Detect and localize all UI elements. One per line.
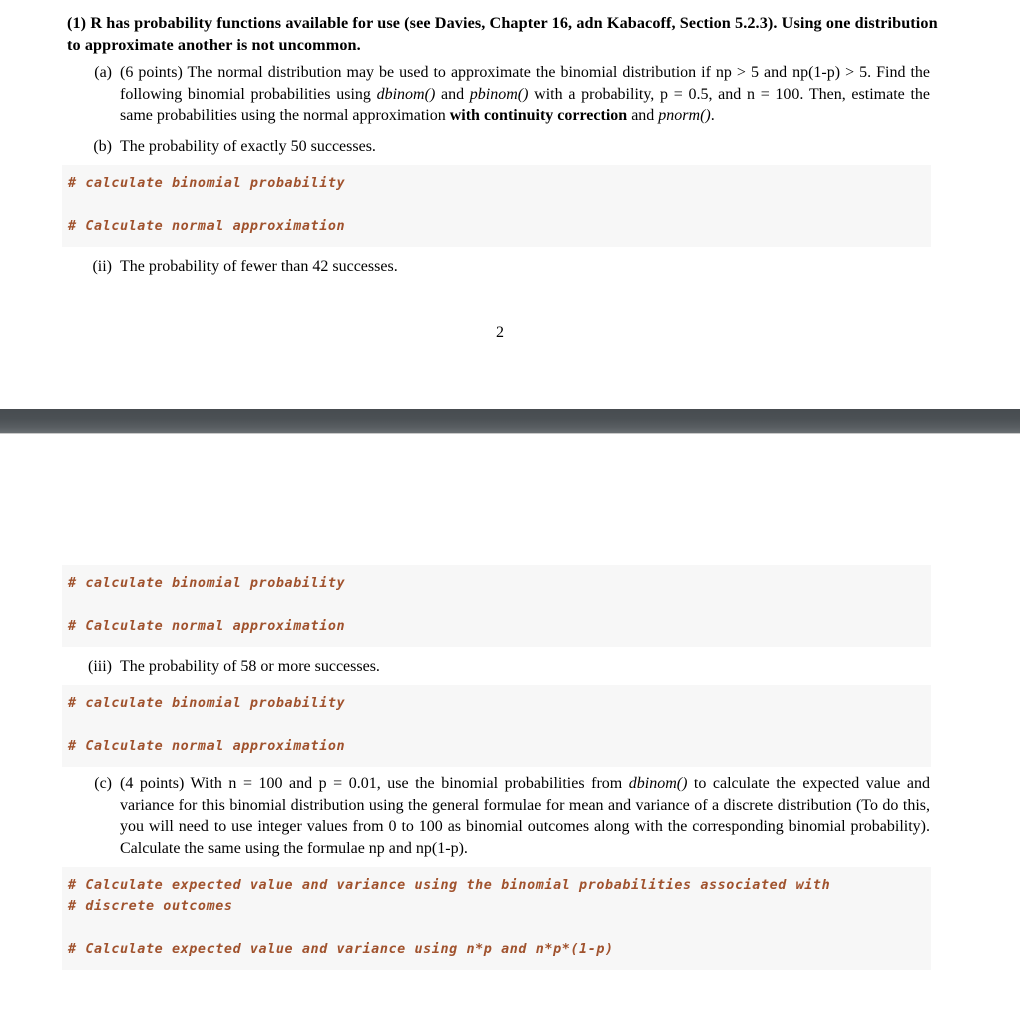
list-item-c — [0, 767, 1020, 859]
page-number-label: 2 — [496, 323, 504, 341]
list-item-iii-content: The probability of 58 or more successes. — [120, 657, 380, 675]
list-marker-iii: (iii) — [88, 657, 112, 675]
list-item-a-content — [120, 62, 930, 127]
emphasis-continuity-correction: with continuity correction — [449, 107, 628, 124]
code-comment-line: # Calculate expected value and variance using the binomial probabilities associated with — [68, 878, 831, 893]
list-marker-b: (b) — [93, 137, 112, 155]
text-fragment: (4 points) With n = 100 and p = 0.01, use the binomial probabilities from — [120, 775, 629, 792]
text-fragment: . — [710, 107, 715, 124]
code-comment-line: # discrete outcomes — [68, 899, 233, 914]
text-fragment: (6 points) The normal distribution may be used to approximate the binomial distribution if np > 5 and np(1-p) > 5. Find the following binomial probabilities using — [120, 64, 930, 103]
code-chunk-p2-1 — [62, 565, 931, 647]
code-comment-line: # Calculate expected value and variance using n*p and n*p*(1-p) — [68, 942, 614, 957]
code-chunk-p2-2 — [62, 685, 931, 767]
code-chunk-p2-3 — [62, 867, 931, 970]
document-page-1 — [0, 0, 1020, 342]
code-comment-line: # calculate binomial probability — [68, 696, 346, 711]
list-item-b — [0, 127, 1020, 158]
list-marker-a: (a) — [94, 64, 112, 81]
document-page-2 — [0, 434, 1020, 971]
text-fragment: to calculate the expected value and variance for this binomial distribution using the general formulae for mean and variance of a discrete distribution (To do this, you will need to use integer values from 0 to 100 as binomial outcomes along with the corresponding binomial probability). Calculate the same using the formulae np and np(1-p). — [120, 775, 931, 857]
code-comment-line: # calculate binomial probability — [68, 176, 346, 191]
page-top-margin — [0, 434, 1020, 557]
question-heading: (1) R has probability functions available for use (see Davies, Chapter 16, adn Kabacoff, Section 5.2.3). Using one distribution to approximate another is not uncommon. — [67, 14, 938, 54]
list-item-a — [0, 56, 1020, 127]
code-comment-line: # calculate binomial probability — [68, 575, 346, 591]
text-fragment: and — [435, 85, 470, 103]
list-item-ii — [0, 247, 1020, 278]
code-ref-dbinom: dbinom() — [376, 85, 436, 103]
code-comment-line: # Calculate normal approximation — [68, 618, 346, 634]
code-ref-pnorm: pnorm() — [658, 107, 711, 124]
code-chunk-p1-1 — [62, 165, 931, 247]
text-fragment: and — [627, 107, 659, 124]
code-blank-line — [62, 194, 931, 216]
list-item-ii-content: The probability of fewer than 42 successes. — [120, 258, 398, 275]
code-ref-pbinom: pbinom() — [469, 85, 529, 103]
code-blank-line — [62, 917, 931, 939]
code-comment-line: # Calculate normal approximation — [68, 739, 346, 754]
list-item-iii — [0, 647, 1020, 678]
list-marker-ii: (ii) — [92, 258, 112, 275]
code-blank-line — [62, 594, 931, 616]
list-item-b-content: The probability of exactly 50 successes. — [120, 137, 376, 155]
code-comment-line: # Calculate normal approximation — [68, 219, 346, 234]
list-marker-c: (c) — [94, 775, 112, 792]
code-ref-dbinom: dbinom() — [628, 775, 688, 792]
page-bottom-margin — [0, 342, 1020, 408]
page-separator-band — [0, 408, 1020, 434]
code-blank-line — [62, 714, 931, 736]
text-fragment: with a probability, p = 0.5, and n = 100. Then, estimate the same probabilities using the normal approximation — [120, 85, 931, 124]
list-item-c-content — [120, 773, 930, 859]
